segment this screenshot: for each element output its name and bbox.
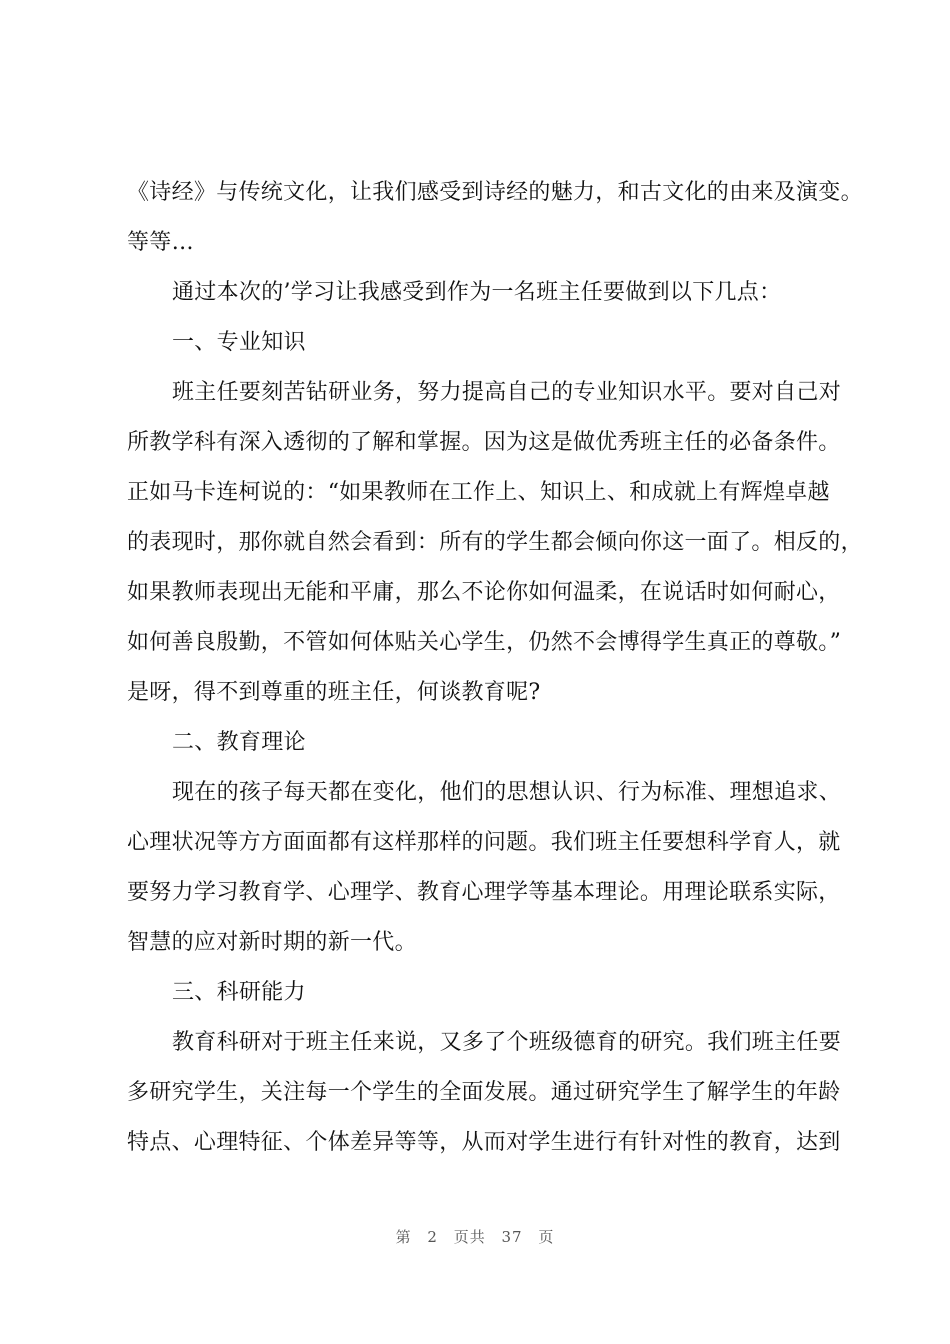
text-line: 所教学科有深入透彻的了解和掌握。因为这是做优秀班主任的必备条件。: [127, 430, 841, 455]
text-line: 班主任要刻苦钻研业务，努力提高自己的专业知识水平。要对自己对: [172, 380, 842, 405]
text-line: 《诗经》与传统文化，让我们感受到诗经的魅力，和古文化的由来及演变。: [127, 180, 863, 205]
text-line: 智慧的应对新时期的新一代。: [127, 930, 417, 955]
text-line: 正如马卡连柯说的：“如果教师在工作上、知识上、和成就上有辉煌卓越: [127, 480, 830, 505]
page-number-footer: 第 2 页共 37 页: [395, 1228, 555, 1246]
text-line: 现在的孩子每天都在变化，他们的思想认识、行为标准、理想追求、: [172, 780, 842, 805]
text-line: 的表现时，那你就自然会看到：所有的学生都会倾向你这一面了。相反的，: [127, 530, 863, 555]
section-heading: 一、专业知识: [172, 330, 306, 355]
paragraph-intro: 通过本次的’学习让我感受到作为一名班主任要做到以下几点：: [172, 280, 782, 305]
section-heading: 二、教育理论: [172, 730, 306, 755]
text-line: 教育科研对于班主任来说，又多了个班级德育的研究。我们班主任要: [172, 1030, 842, 1055]
text-line: 要努力学习教育学、心理学、教育心理学等基本理论。用理论联系实际，: [127, 880, 841, 905]
text-line: 多研究学生，关注每一个学生的全面发展。通过研究学生了解学生的年龄: [127, 1080, 841, 1105]
text-line: 如果教师表现出无能和平庸，那么不论你如何温柔，在说话时如何耐心，: [127, 580, 841, 605]
text-line: 等等…: [127, 230, 194, 255]
text-line: 心理状况等方方面面都有这样那样的问题。我们班主任要想科学育人，就: [127, 830, 841, 855]
text-line: 是呀，得不到尊重的班主任，何谈教育呢?: [127, 680, 541, 705]
text-line: 如何善良殷勤，不管如何体贴关心学生，仍然不会博得学生真正的尊敬。”: [127, 630, 842, 655]
document-body: [127, 168, 863, 1168]
section-heading: 三、科研能力: [172, 980, 306, 1005]
text-line: 特点、心理特征、个体差异等等，从而对学生进行有针对性的教育，达到: [127, 1130, 841, 1155]
